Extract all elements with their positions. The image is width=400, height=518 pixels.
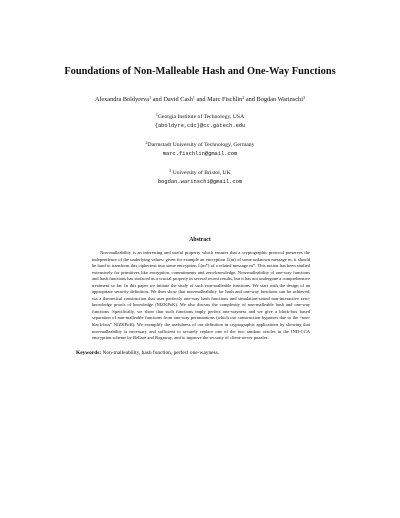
author-name: David Cash (163, 96, 193, 103)
affiliation-block (20, 113, 380, 131)
affiliation-mark: 2 (145, 139, 148, 145)
author-list (20, 96, 380, 103)
affiliation-email: bogdan.warinschi@gmail.com (157, 178, 243, 185)
author-mark: 2 (242, 94, 245, 100)
affiliation-block (20, 141, 380, 159)
affiliation-institution: University of Bristol, UK (172, 170, 231, 176)
author-mark: 3 (302, 94, 305, 100)
keywords-line (76, 350, 336, 356)
affiliation-institution: Georgia Institute of Technology, USA (157, 114, 245, 120)
affiliation-block (20, 169, 380, 187)
abstract-heading: Abstract (189, 237, 211, 243)
author-name: Bogdan Warinschi (256, 96, 303, 103)
author-separator: and (245, 96, 255, 103)
author-separator: and (196, 96, 206, 103)
keywords-text: Non-malleability, hash function, perfect one-wayness. (102, 350, 220, 356)
author-separator: and (152, 96, 162, 103)
affiliation-institution: Darmstadt University of Technology, Germany (147, 142, 255, 148)
affiliation-email: marc.fischlin@gmail.com (162, 150, 238, 157)
affiliation-mark: 3 (169, 167, 172, 173)
author-mark: 1 (192, 94, 195, 100)
paper-title: Foundations of Non-Malleable Hash and One-Way Functions (64, 66, 336, 77)
affiliation-mark: 1 (155, 111, 158, 117)
author-name: Marc Fischlin (207, 96, 243, 103)
affiliation-email: {aboldyre,cdc}@cc.gatech.edu (154, 122, 246, 129)
author-mark: 1 (149, 94, 152, 100)
abstract-text: Non-malleability is an interesting and useful property which ensures that a cryptographic protocol preserves the independence of the underlying values: given for example an encryption ℰ(m) of some unknown message m, it should be hard to transform this ciphertext into some encryption ℰ(m*) of a related message m*. This notion has been studied extensively for primitives like encryption, commitments and zero-knowledge. Non-malleability of one-way functions and hash functions has surfaced as a crucial property in several recent results, but it has not undergone a comprehensive treatment so far. In this paper we initiate the study of such non-malleable functions. We start with the design of an appropriate security definition. We then show that non-malleability for hash and one-way functions can be achieved, via a theoretical construction that uses perfectly one-way hash functions and simulation-sound non-interactive zero-knowledge proofs of knowledge (NIZKPoK). We also discuss the complexity of non-malleable hash and one-way functions. Specifically, we show that such functions imply perfect one-wayness and we give a black-box based separation of non-malleable functions from one-way permutations (which our construction bypasses due to the “non-black-box” NIZKPoK). We exemplify the usefulness of our definition in cryptographic applications by showing that non-malleability is necessary and sufficient to securely replace one of the two random oracles in the IND-CCA encryption scheme by Bellare and Rogaway, and to improve the security of client-server puzzles. (92, 250, 310, 341)
author-name: Alexandra Boldyreva (95, 96, 150, 103)
keywords-label: Keywords: (76, 350, 102, 356)
